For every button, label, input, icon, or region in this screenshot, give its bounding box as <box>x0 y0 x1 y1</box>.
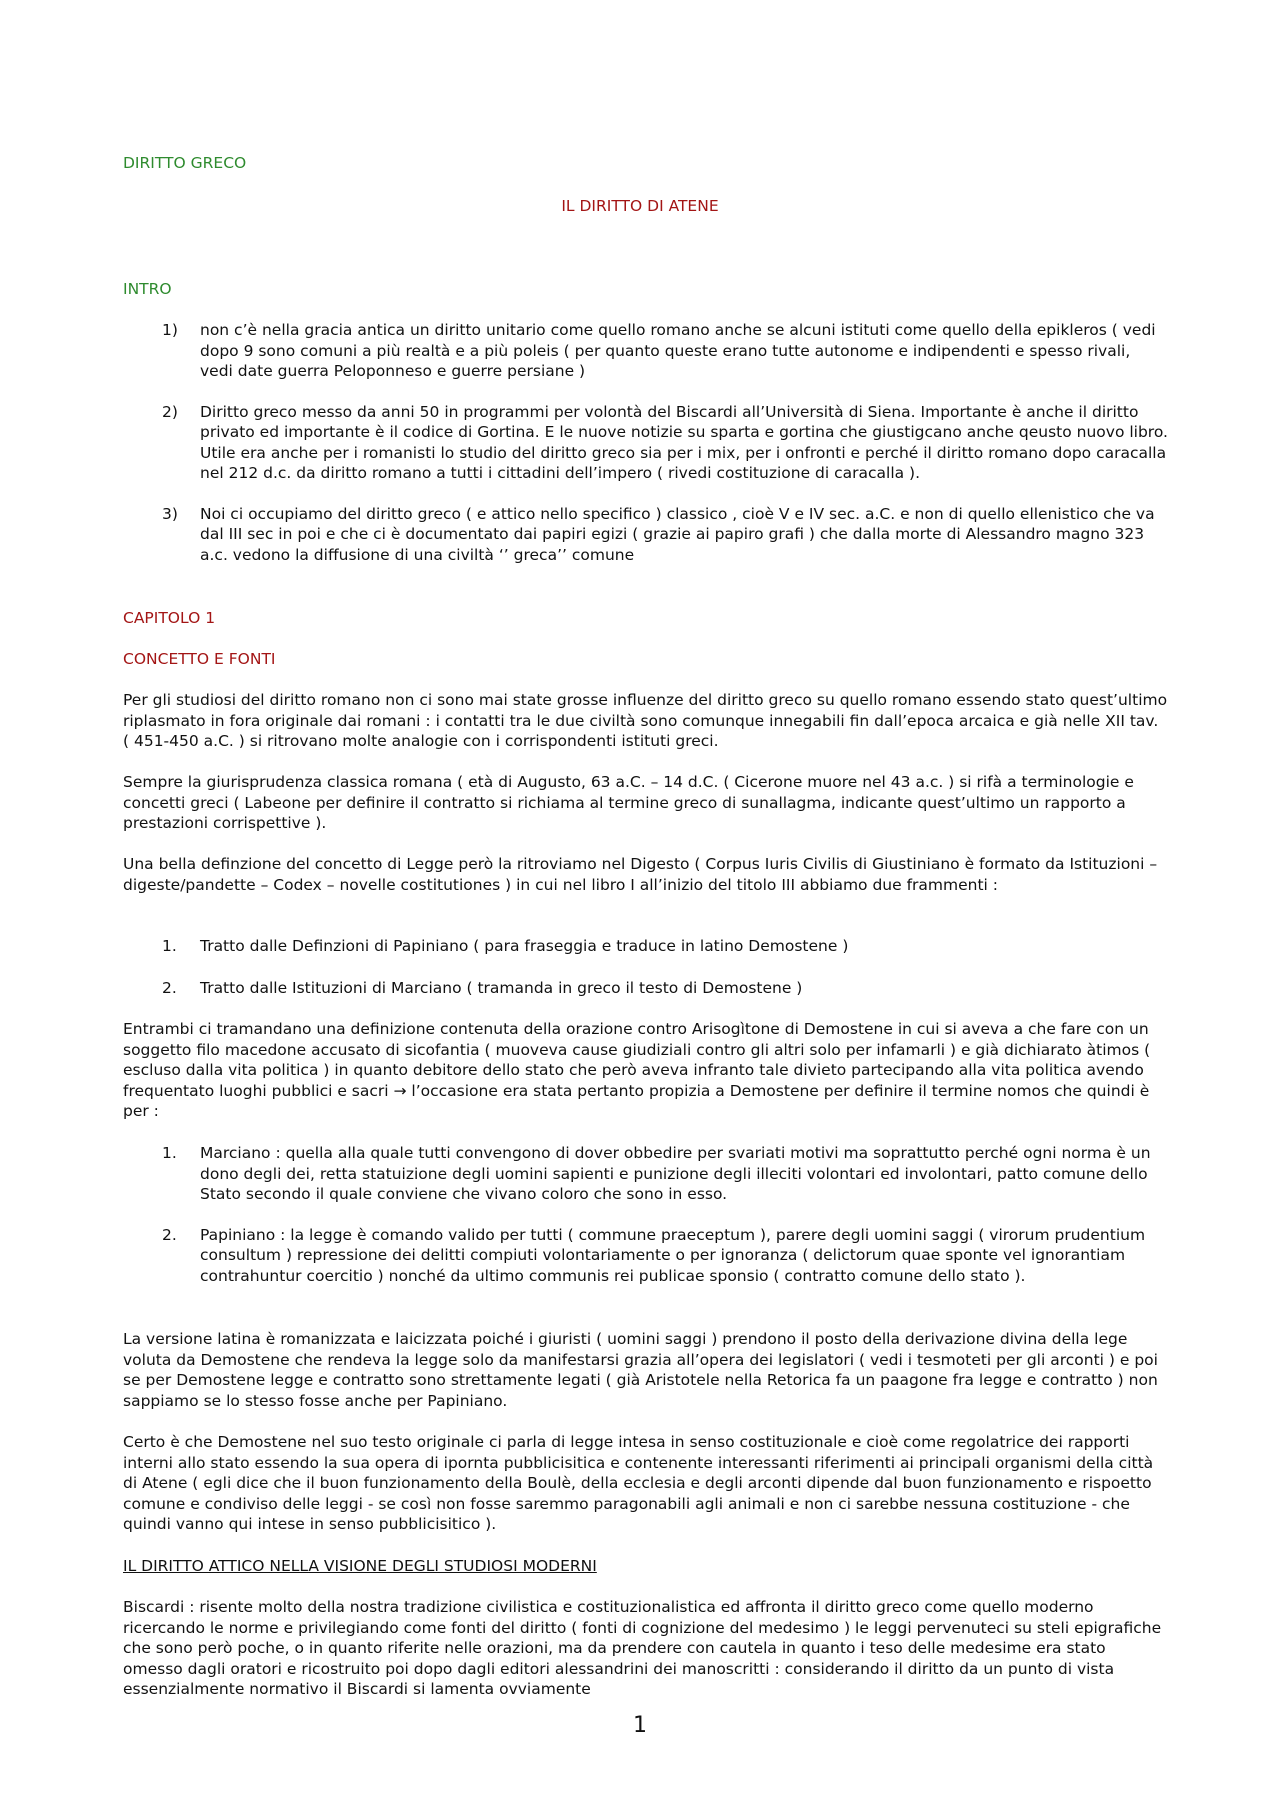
list-number: 1) <box>162 321 178 339</box>
list-text: Diritto greco messo da anni 50 in programmi per volontà del Biscardi all’Università di Siena. Importante è anche il diritto privato ed importante è il codice di Gortina. E le nuove notizie su sparta e gortina che giustigcano anche qeusto nuovo libro. Utile era anche per i romanisti lo studio del diritto greco sia per i mix, per i onfronti e perché il diritto romano dopo caracalla nel 212 d.c. da diritto romano a tutti i cittadini dell’impero ( rivedi costituzione di caracalla ). <box>200 402 1168 482</box>
list-number: 3) <box>162 504 178 523</box>
paragraph: Per gli studiosi del diritto romano non ci sono mai state grosse influenze del diritto greco su quello romano essendo stato quest’ultimo riplasmato in fora originale dai romani : i contatti tra le due civiltà sono comunque innegabili fin dall’epoca arcaica e già nelle XII tav. ( 451-450 a.C. ) si ritrovano molte analogie con i corrispondenti istituti greci. <box>123 691 1168 750</box>
list-number: 1. <box>162 1144 177 1162</box>
list-text: Tratto dalle Definzioni di Papiniano ( para fraseggia e traduce in latino Demostene ) <box>200 937 849 955</box>
page-number: 1 <box>633 1713 647 1738</box>
list-item <box>123 1143 1168 1205</box>
list-item <box>123 504 1168 566</box>
list-number: 1. <box>162 937 177 955</box>
chapter-heading: CAPITOLO 1 <box>123 609 216 627</box>
section2-heading: IL DIRITTO ATTICO NELLA VISIONE DEGLI STUDIOSI MODERNI <box>123 1557 597 1575</box>
list-number: 2. <box>162 978 177 997</box>
list-number: 2) <box>162 402 178 421</box>
definitions-list <box>123 1143 1168 1286</box>
document-title: DIRITTO GRECO <box>123 154 247 172</box>
list-item <box>123 320 1168 382</box>
intro-list <box>123 320 1168 565</box>
paragraph: Sempre la giurisprudenza classica romana ( età di Augusto, 63 a.C. – 14 d.C. ( Cicerone muore nel 43 a.c. ) si rifà a terminologie e concetti greci ( Labeone per definire il contratto si richiama al termine greco di sunallagma, indicante quest’ultimo un rapporto a prestazioni corrispettive ). <box>123 773 1134 832</box>
list-item <box>123 978 1168 999</box>
list-item <box>123 936 1168 957</box>
list-number: 2. <box>162 1225 177 1244</box>
paragraph: Biscardi : risente molto della nostra tradizione civilistica e costituzionalistica ed affronta il diritto greco come quello moderno ricercando le norme e privilegiando come fonti del diritto ( fonti di cognizione del medesimo ) le leggi pervenuteci su steli epigrafiche che sono però poche, o in quanto riferite nelle orazioni, ma da prendere con cautela in quanto i teso delle medesime era stato omesso dagli oratori e ricostruito poi dopo dagli editori alessandrini dei manoscritti : considerando il diritto da un punto di vista essenzialmente normativo il Biscardi si lamenta ovviamente <box>123 1598 1162 1698</box>
list-item <box>123 1225 1168 1287</box>
list-text: non c’è nella gracia antica un diritto unitario come quello romano anche se alcuni istituti come quello della epikleros ( vedi dopo 9 sono comuni a più realtà e a più poleis ( per quanto queste erano tutte autonome e indipendenti e spesso rivali, vedi date guerra Peloponneso e guerre persiane ) <box>200 321 1156 380</box>
paragraph: Entrambi ci tramandano una definizione contenuta della orazione contro Arisogìtone di Demostene in cui si aveva a che fare con un soggetto filo macedone accusato di sicofantia ( muoveva cause giudiziali contro gli altri solo per infamarli ) e già dichiarato àtimos ( escluso dalla vita politica ) in quanto debitore dello stato che però aveva infranto tale divieto partecipando alla vita politica avendo frequentato luoghi pubblici e sacri → l’occasione era stata pertanto propizia a Demostene per definire il termine nomos che quindi è per : <box>123 1020 1151 1120</box>
document-subtitle: IL DIRITTO DI ATENE <box>561 197 719 215</box>
fragments-list <box>123 936 1168 998</box>
list-text: Tratto dalle Istituzioni di Marciano ( tramanda in greco il testo di Demostene ) <box>200 978 803 997</box>
paragraph: La versione latina è romanizzata e laicizzata poiché i giuristi ( uomini saggi ) prendono il posto della derivazione divina della lege voluta da Demostene che rendeva la legge solo da manifestarsi grazia all’opera dei legislatori ( vedi i tesmoteti per gli arconti ) e poi se per Demostene legge e contratto sono strettamente legati ( già Aristotele nella Retorica fa un paagone fra legge e contratto ) non sappiamo se lo stesso fosse anche per Papiniano. <box>123 1330 1158 1410</box>
list-text: Noi ci occupiamo del diritto greco ( e attico nello specifico ) classico , cioè V e IV sec. a.C. e non di quello ellenistico che va dal III sec in poi e che ci è documentato dai papiri egizi ( grazie ai papiro grafi ) che dalla morte di Alessandro magno 323 a.c. vedono la diffusione di una civiltà ‘’ greca’’ comune <box>200 504 1155 564</box>
list-text: Papiniano : la legge è comando valido per tutti ( commune praeceptum ), parere degli uomini saggi ( virorum prudentium consultum ) repressione dei delitti compiuti volontariamente o per ignoranza ( delictorum quae sponte vel ignorantiam contrahuntur coercitio ) nonché da ultimo communis rei publicae sponsio ( contratto comune dello stato ). <box>200 1225 1146 1285</box>
paragraph: Certo è che Demostene nel suo testo originale ci parla di legge intesa in senso costituzionale e cioè come regolatrice dei rapporti interni allo stato essendo la sua opera di ipornta pubblicisitica e contenente interessanti riferimenti ai principali organismi della città di Atene ( egli dice che il buon funzionamento della Boulè, della ecclesia e degli arconti dipende dal buon funzionamento e rispoetto comune e condiviso delle leggi - se così non fosse saremmo paragonabili agli animali e non ci sarebbe nessuna costituzione - che quindi vanno qui intese in senso pubblicisitico ). <box>123 1433 1154 1533</box>
paragraph: Una bella definzione del concetto di Legge però la ritroviamo nel Digesto ( Corpus Iuris Civilis di Giustiniano è formato da Istituzioni – digeste/pandette – Codex – novelle costitutiones ) in cui nel libro I all’inizio del titolo III abbiamo due frammenti : <box>123 855 1158 894</box>
intro-heading: INTRO <box>123 280 172 298</box>
list-text: Marciano : quella alla quale tutti convengono di dover obbedire per svariati motivi ma soprattutto perché ogni norma è un dono degli dei, retta statuizione degli uomini sapienti e punizione degli illeciti volontari ed involontari, patto comune dello Stato secondo il quale conviene che vivano coloro che sono in esso. <box>200 1144 1151 1203</box>
section-heading: CONCETTO E FONTI <box>123 650 276 668</box>
list-item <box>123 402 1168 484</box>
